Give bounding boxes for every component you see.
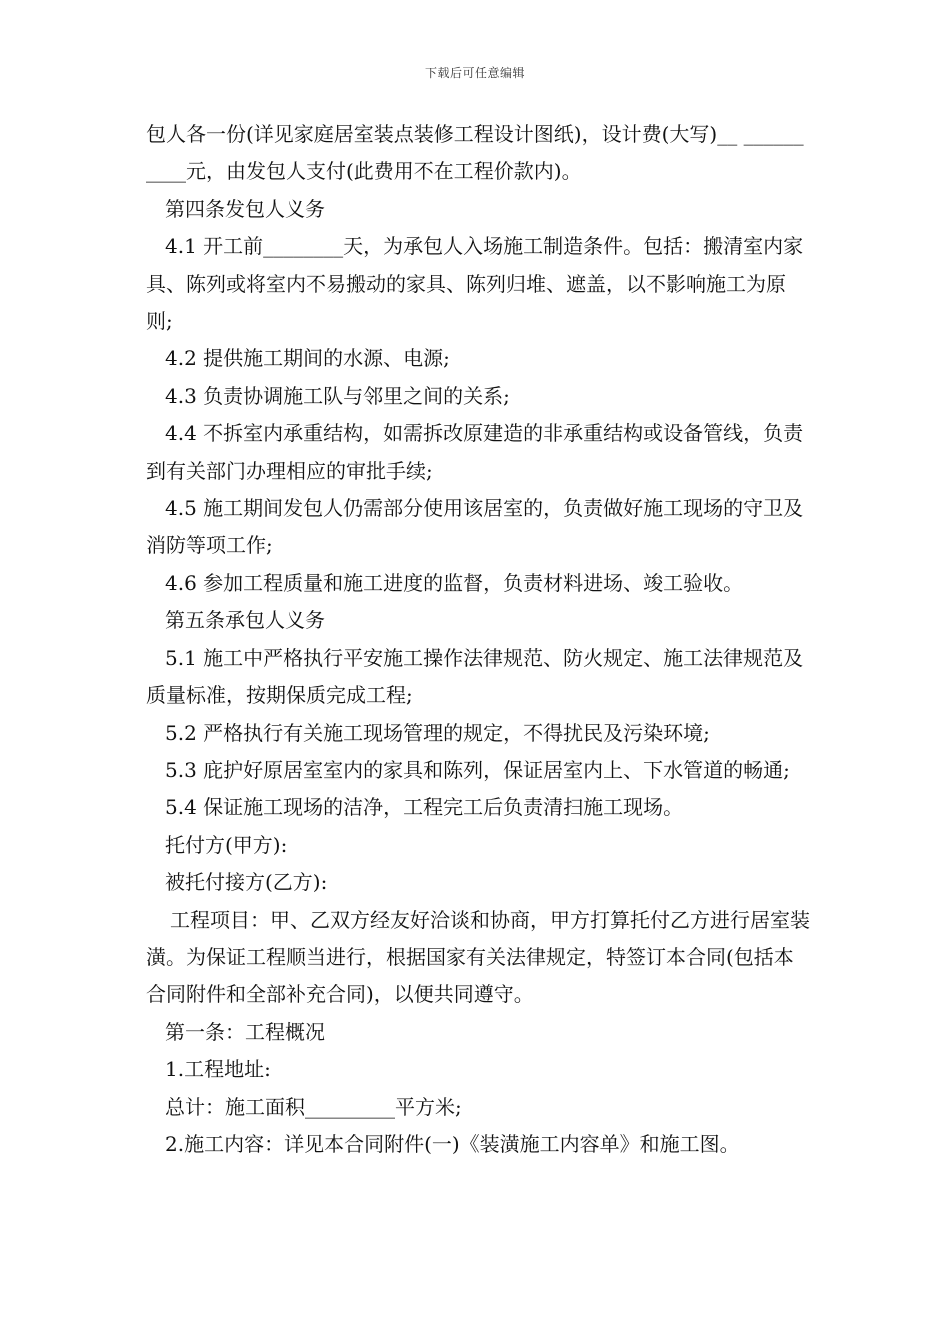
party-a-label: 托付方(甲方):	[165, 832, 288, 857]
total-area: 总计：施工面积_________平方米;	[165, 1094, 462, 1119]
clause-5-4: 5.4 保证施工现场的洁净，工程完工后负责清扫施工现场。	[165, 795, 684, 820]
paragraph-design-fee: 包人各一份(详见家庭居室装点装修工程设计图纸)，设计费(大写)__ __________元，由发包人支付(此费用不在工程价款内)。	[146, 122, 804, 184]
clause-4-4: 4.4 不拆室内承重结构，如需拆改原建造的非承重结构或设备管线，负责到有关部门办理相应的审批手续;	[146, 421, 804, 483]
project-intro: 工程项目：甲、乙双方经友好洽谈和协商，甲方打算托付乙方进行居室装潢。为保证工程顺当进行，根据国家有关法律规定，特签订本合同(包括本合同附件和全部补充合同)，以便共同遵守。	[146, 907, 810, 1007]
heading-article-5: 第五条承包人义务	[165, 608, 325, 633]
clause-4-5: 4.5 施工期间发包人仍需部分使用该居室的，负责做好施工现场的守卫及消防等项工作;	[146, 496, 804, 558]
page-header: 下载后可任意编辑	[424, 66, 525, 80]
clause-4-6: 4.6 参加工程质量和施工进度的监督，负责材料进场、竣工验收。	[165, 570, 744, 595]
clause-5-3: 5.3 庇护好原居室室内的家具和陈列，保证居室内上、下水管道的畅通;	[165, 757, 790, 782]
clause-4-1: 4.1 开工前________天，为承包人入场施工制造条件。包括：搬清室内家具、陈列或将室内不易搬动的家具、陈列归堆、遮盖，以不影响施工为原则;	[146, 234, 804, 334]
project-address: 1.工程地址:	[165, 1057, 271, 1082]
clause-5-1: 5.1 施工中严格执行平安施工操作法律规范、防火规定、施工法律规范及质量标准，按期保质完成工程;	[146, 645, 804, 708]
construction-content: 2.施工内容：详见本合同附件(一)《装潢施工内容单》和施工图。	[165, 1131, 740, 1156]
clause-4-3: 4.3 负责协调施工队与邻里之间的关系;	[165, 383, 510, 408]
heading-article-1: 第一条：工程概况	[165, 1019, 325, 1044]
document-body	[146, 116, 810, 1163]
heading-article-4: 第四条发包人义务	[165, 196, 325, 221]
clause-5-2: 5.2 严格执行有关施工现场管理的规定，不得扰民及污染环境;	[165, 720, 710, 745]
party-b-label: 被托付接方(乙方):	[165, 870, 328, 895]
clause-4-2: 4.2 提供施工期间的水源、电源;	[165, 346, 450, 371]
